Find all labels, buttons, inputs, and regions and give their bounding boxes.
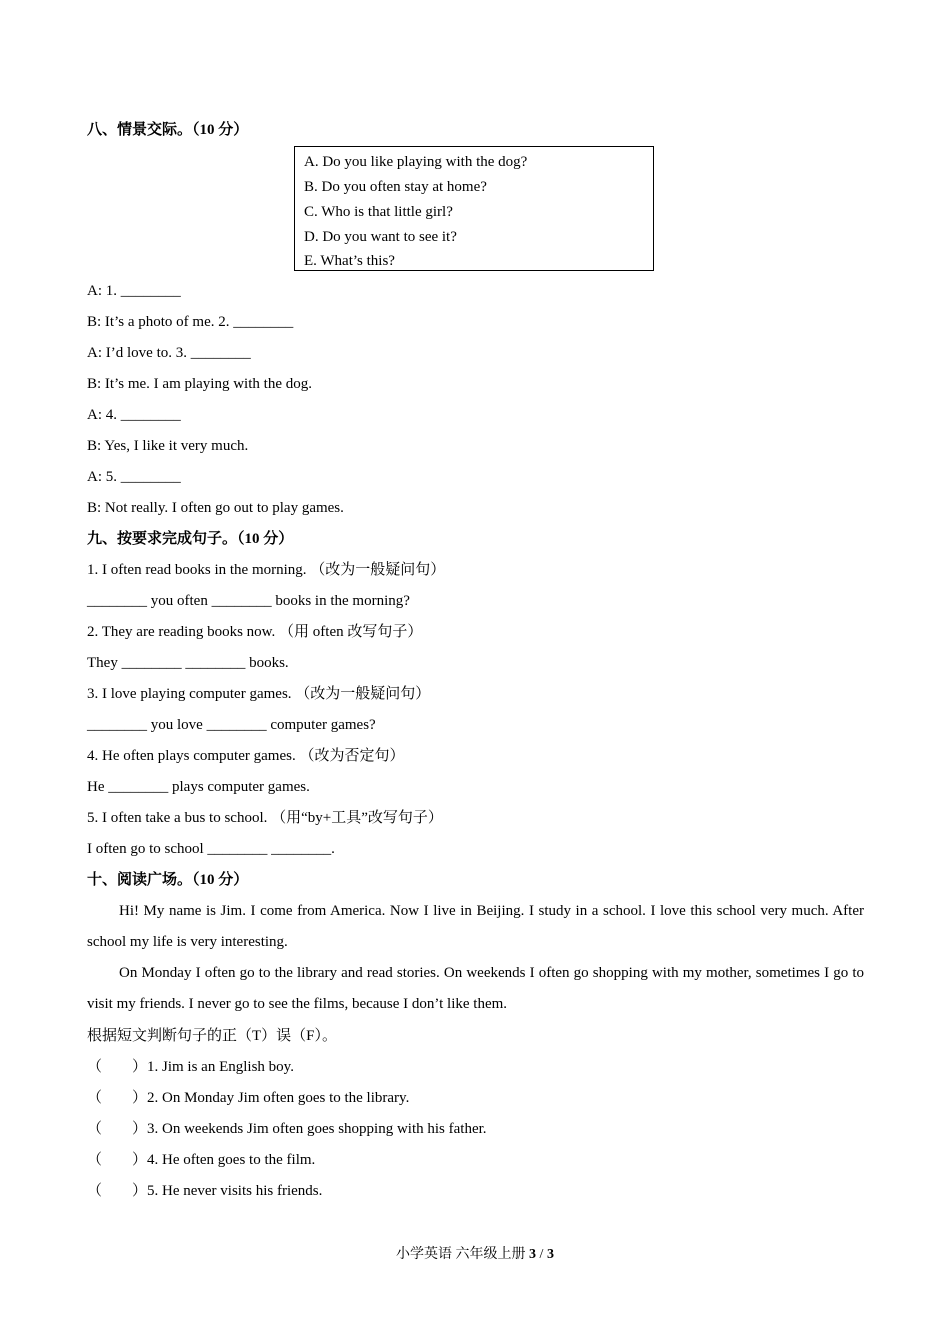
option-c: C. Who is that little girl? (304, 204, 453, 220)
judgement-instruction: 根据短文判断句子的正（T）误（F）。 (87, 1028, 338, 1044)
footer-label: 小学英语 六年级上册 (396, 1247, 526, 1262)
judgement-item: （ ）2. On Monday Jim often goes to the library. (87, 1090, 410, 1106)
dialogue-line: B: It’s me. I am playing with the dog. (87, 376, 312, 392)
dialogue-line: A: 4. ________ (87, 407, 181, 423)
judgement-item: （ ）5. He never visits his friends. (87, 1183, 323, 1199)
option-e: E. What’s this? (304, 253, 395, 269)
exercise-line: He ________ plays computer games. (87, 779, 310, 795)
exercise-line: 5. I often take a bus to school. （用“by+工具”改写句子） (87, 810, 443, 826)
exercise-line: 3. I love playing computer games. （改为一般疑问句） (87, 686, 431, 702)
exercise-line: 2. They are reading books now. （用 often 改写句子） (87, 624, 423, 640)
reading-paragraph-text: Hi! My name is Jim. I come from America. Now I live in Beijing. I study in a school. I love this school very much. After school my life is very interesting. (87, 903, 864, 950)
options-box (294, 146, 654, 271)
judgement-item: （ ）4. He often goes to the film. (87, 1152, 316, 1168)
dialogue-line: B: Yes, I like it very much. (87, 438, 249, 454)
exercise-line: 4. He often plays computer games. （改为否定句） (87, 748, 405, 764)
reading-paragraph (87, 958, 864, 1020)
reading-paragraph (87, 896, 864, 958)
section10-heading: 十、阅读广场。（10 分） (87, 872, 249, 888)
reading-paragraph-text: On Monday I often go to the library and read stories. On weekends I often go shopping with my mother, sometimes I go to visit my friends. I never go to see the films, because I don’t like them. (87, 965, 864, 1012)
judgement-item: （ ）3. On weekends Jim often goes shopping with his father. (87, 1121, 487, 1137)
exercise-line: ________ you often ________ books in the morning? (87, 593, 410, 609)
footer-total-pages: 3 (546, 1247, 554, 1262)
exercise-line: I often go to school ________ ________. (87, 841, 335, 857)
dialogue-line: A: I’d love to. 3. ________ (87, 345, 251, 361)
footer-separator: / (539, 1247, 544, 1262)
option-b: B. Do you often stay at home? (304, 179, 487, 195)
exercise-line: ________ you love ________ computer games? (87, 717, 376, 733)
exercise-line: They ________ ________ books. (87, 655, 289, 671)
footer-current-page: 3 (529, 1247, 537, 1262)
dialogue-line: B: Not really. I often go out to play games. (87, 500, 344, 516)
section8-heading: 八、情景交际。（10 分） (87, 122, 249, 138)
judgement-item: （ ）1. Jim is an English boy. (87, 1059, 294, 1075)
option-a: A. Do you like playing with the dog? (304, 154, 528, 170)
exercise-line: 1. I often read books in the morning. （改为一般疑问句） (87, 562, 446, 578)
dialogue-line: A: 5. ________ (87, 469, 181, 485)
section9-heading: 九、按要求完成句子。（10 分） (87, 531, 294, 547)
page-footer (0, 1245, 950, 1265)
dialogue-line: B: It’s a photo of me. 2. ________ (87, 314, 294, 330)
dialogue-line: A: 1. ________ (87, 283, 181, 299)
option-d: D. Do you want to see it? (304, 229, 457, 245)
